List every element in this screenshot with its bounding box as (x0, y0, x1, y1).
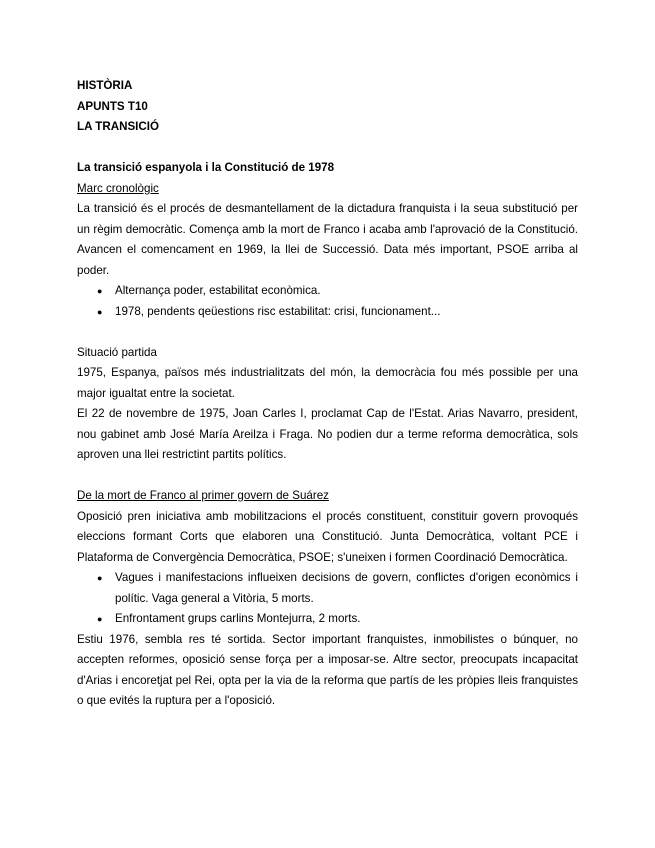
section-title: La transició espanyola i la Constitució de 1978 (77, 161, 335, 174)
bullet-text: 1978, pendents qeüestions risc estabilitat: crisi, funcionament... (115, 304, 441, 318)
mort-paragraph-1: Oposició pren iniciativa amb mobilitzacions el procés constituent, constituir govern provoqués eleccions formant Corts que elaboren una Constitució. Junta Democràtica, voltant PCE i Plataforma de Convergència Democràtica, PSOE; s'uneixen i formen Coordinació Democràtica. (77, 509, 578, 564)
situacio-heading: Situació partida (77, 345, 157, 359)
bullet-text: Alternança poder, estabilitat econòmica. (115, 284, 321, 297)
bullet-text: Enfrontament grups carlins Montejurra, 2 morts. (115, 612, 361, 625)
bullet-icon: ● (97, 614, 103, 624)
list-item (77, 302, 578, 323)
mort-paragraph-2: Estiu 1976, sembla res té sortida. Sector important franquistes, inmobilistes o búnquer, no accepten reformes, oposició sense força per a imposar-se. Altre sector, preocupats incapacitat d'Arias i encoretjat pel Rei, opta per la via de la reforma que partís de les pròpies lleis franquistes o que evités la ruptura per a l'oposició. (77, 632, 578, 707)
list-item (77, 281, 578, 302)
bullet-icon: ● (97, 573, 103, 583)
spacer (77, 466, 578, 487)
document-page (77, 76, 578, 712)
spacer (77, 138, 578, 159)
header-subject: HISTÒRIA (77, 79, 133, 92)
situacio-paragraph-2: El 22 de novembre de 1975, Joan Carles I, proclamat Cap de l'Estat. Arias Navarro, president, nou gabinet amb José María Areilza i Fraga. No podien dur a terme reforma democràtica, sols aproven una llei restrictint partits polítics. (77, 407, 578, 461)
marc-heading: Marc cronològic (77, 181, 159, 195)
header-topic: LA TRANSICIÓ (77, 120, 160, 133)
mort-heading: De la mort de Franco al primer govern de Suárez (77, 489, 329, 502)
list-item (77, 609, 578, 630)
header-unit: APUNTS T10 (77, 99, 148, 113)
bullet-icon: ● (97, 306, 103, 317)
spacer (77, 322, 578, 343)
bullet-text: Vagues i manifestacions influeixen decisions de govern, conflictes d'origen econòmics i polític. Vaga general a Vitòria, 5 morts. (115, 571, 578, 605)
marc-bullet-list (77, 281, 578, 322)
marc-paragraph: La transició és el procés de desmantellament de la dictadura franquista i la seua substitució per un règim democràtic. Comença amb la mort de Franco i acaba amb l'aprovació de la Constitució. Avancen el comencament en 1969, la llei de Successió. Data més important, PSOE arriba al poder. (77, 202, 578, 277)
list-item (77, 568, 578, 609)
situacio-paragraph-1: 1975, Espanya, països més industrialitzats del món, la democràcia fou més possible per una major igualtat entre la societat. (77, 366, 578, 400)
bullet-icon: ● (97, 286, 103, 296)
mort-bullet-list (77, 568, 578, 630)
